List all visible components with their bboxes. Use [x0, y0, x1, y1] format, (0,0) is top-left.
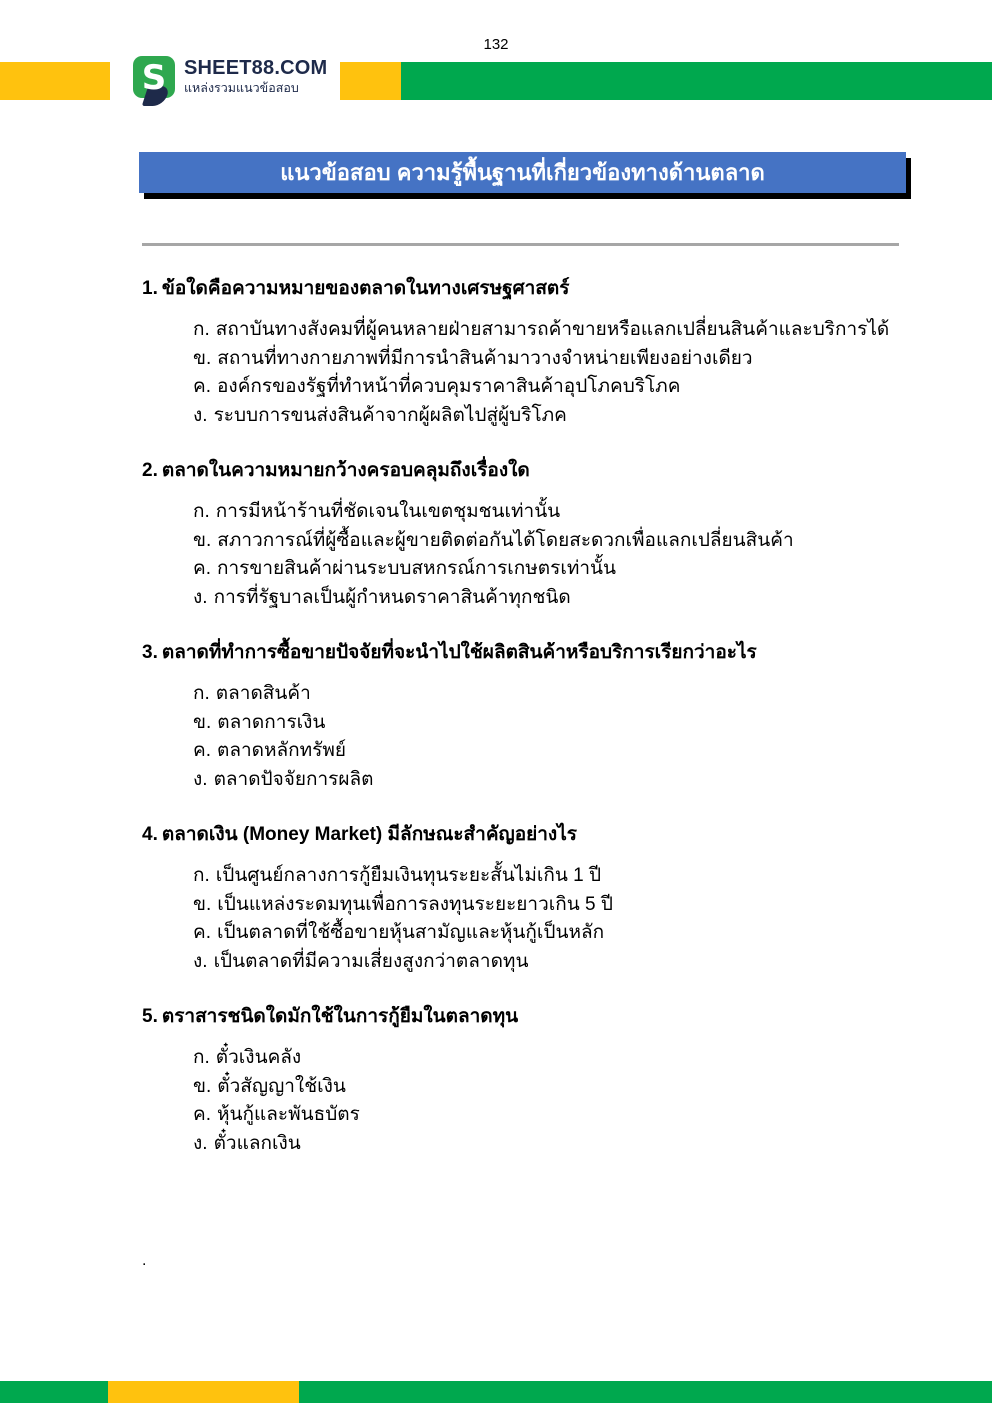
option-text: การมีหน้าร้านที่ชัดเจนในเขตชุมชนเท่านั้น — [215, 501, 561, 522]
option-text: ตั๋วสัญญาใช้เงิน — [217, 1075, 346, 1097]
question-3 — [142, 638, 922, 794]
question-3-text: ตลาดที่ทำการซื้อขายปัจจัยที่จะนำไปใช้ผลิตสินค้าหรือบริการเรียกว่าอะไร — [161, 642, 757, 663]
question-2-option-a — [142, 498, 922, 527]
question-1-number: 1. — [142, 278, 158, 299]
question-4-option-c — [142, 919, 922, 948]
question-3-option-d — [142, 766, 922, 795]
option-label: ก. — [193, 865, 210, 886]
horizontal-divider — [142, 243, 899, 246]
question-1 — [142, 274, 922, 430]
question-5-text: ตราสารชนิดใดมักใช้ในการกู้ยืมในตลาดทุน — [161, 1006, 519, 1027]
header-green-bar — [401, 62, 992, 100]
page-number: 132 — [483, 36, 509, 53]
header-yellow-bar-left — [0, 62, 110, 100]
brand-name: SHEET88.COM — [184, 57, 328, 79]
option-label: ข. — [193, 893, 212, 915]
question-2 — [142, 456, 922, 612]
option-text: สภาวการณ์ที่ผู้ซื้อและผู้ขายติดต่อกันได้โดยสะดวกเพื่อแลกเปลี่ยนสินค้า — [217, 529, 794, 551]
question-5-heading — [142, 1002, 922, 1031]
footer-green-bar — [0, 1381, 992, 1403]
option-label: ข. — [193, 711, 212, 733]
option-label: ง. — [193, 404, 208, 426]
stray-period-mark: . — [142, 1252, 147, 1269]
question-2-heading — [142, 456, 922, 485]
option-label: ค. — [193, 558, 211, 579]
option-label: ข. — [193, 1075, 212, 1097]
option-text: ตลาดหลักทรัพย์ — [217, 740, 347, 761]
question-5-option-b — [142, 1073, 922, 1102]
option-label: ก. — [193, 319, 210, 340]
footer-yellow-bar — [108, 1381, 299, 1403]
option-text: เป็นแหล่งระดมทุนเพื่อการลงทุนระยะยาวเกิน 5 ปี — [217, 893, 613, 915]
question-3-option-a — [142, 680, 922, 709]
question-2-option-b — [142, 527, 922, 556]
question-4 — [142, 820, 922, 976]
question-1-option-a — [142, 316, 922, 345]
option-text: สถาบันทางสังคมที่ผู้คนหลายฝ่ายสามารถค้าขายหรือแลกเปลี่ยนสินค้าและบริการได้ — [215, 319, 890, 340]
option-label: ง. — [193, 586, 208, 608]
option-text: ตั๋วเงินคลัง — [215, 1047, 302, 1068]
question-4-option-a — [142, 862, 922, 891]
option-label: ข. — [193, 347, 212, 369]
question-2-text: ตลาดในความหมายกว้างครอบคลุมถึงเรื่องใด — [161, 460, 530, 481]
option-text: เป็นศูนย์กลางการกู้ยืมเงินทุนระยะสั้นไม่เกิน 1 ปี — [215, 865, 602, 886]
question-1-option-b — [142, 345, 922, 374]
option-text: ตลาดการเงิน — [217, 711, 326, 733]
question-1-text: ข้อใดคือความหมายของตลาดในทางเศรษฐศาสตร์ — [161, 278, 570, 299]
option-label: ค. — [193, 1104, 211, 1125]
header-yellow-bar-mid — [340, 62, 401, 100]
question-3-number: 3. — [142, 642, 158, 663]
logo-s-letter: S — [141, 58, 167, 98]
question-1-option-c — [142, 373, 922, 402]
option-text: ตลาดปัจจัยการผลิต — [213, 768, 374, 790]
question-3-heading — [142, 638, 922, 667]
option-text: เป็นตลาดที่ใช้ซื้อขายหุ้นสามัญและหุ้นกู้เป็นหลัก — [217, 922, 605, 943]
option-label: ค. — [193, 922, 211, 943]
option-label: ง. — [193, 1132, 208, 1154]
option-label: ง. — [193, 768, 208, 790]
option-text: การขายสินค้าผ่านระบบสหกรณ์การเกษตรเท่านั้น — [217, 558, 617, 579]
question-4-heading — [142, 820, 922, 849]
question-1-option-d — [142, 402, 922, 431]
option-text: ตลาดสินค้า — [215, 683, 311, 704]
exam-title-banner — [139, 152, 906, 193]
question-5 — [142, 1002, 922, 1158]
question-4-option-d — [142, 948, 922, 977]
option-label: ง. — [193, 950, 208, 972]
option-label: ก. — [193, 1047, 210, 1068]
option-label: ก. — [193, 501, 210, 522]
option-text: ตั๋วแลกเงิน — [213, 1132, 301, 1154]
sheet88-logo — [131, 56, 331, 108]
option-text: เป็นตลาดที่มีความเสี่ยงสูงกว่าตลาดทุน — [213, 950, 529, 972]
option-label: ค. — [193, 376, 211, 397]
question-5-option-c — [142, 1101, 922, 1130]
question-2-option-d — [142, 584, 922, 613]
question-4-number: 4. — [142, 824, 158, 845]
option-label: ก. — [193, 683, 210, 704]
question-1-heading — [142, 274, 922, 303]
question-2-option-c — [142, 555, 922, 584]
question-3-option-c — [142, 737, 922, 766]
sheet88-logo-icon — [131, 56, 177, 106]
option-text: องค์กรของรัฐที่ทำหน้าที่ควบคุมราคาสินค้าอุปโภคบริโภค — [217, 376, 681, 397]
question-5-option-d — [142, 1130, 922, 1159]
question-list — [142, 274, 922, 1184]
option-text: การที่รัฐบาลเป็นผู้กำหนดราคาสินค้าทุกชนิด — [213, 586, 571, 608]
option-text: สถานที่ทางกายภาพที่มีการนำสินค้ามาวางจำหน่ายเพียงอย่างเดียว — [217, 347, 753, 369]
question-2-number: 2. — [142, 460, 158, 481]
question-5-number: 5. — [142, 1006, 158, 1027]
exam-title-text: แนวข้อสอบ ความรู้พื้นฐานที่เกี่ยวข้องทางด้านตลาด — [280, 160, 765, 185]
option-text: ระบบการขนส่งสินค้าจากผู้ผลิตไปสู่ผู้บริโภค — [213, 404, 567, 426]
question-3-option-b — [142, 709, 922, 738]
question-4-option-b — [142, 891, 922, 920]
option-text: หุ้นกู้และพันธบัตร — [217, 1104, 360, 1125]
brand-tagline: แหล่งรวมแนวข้อสอบ — [184, 81, 299, 95]
question-4-text: ตลาดเงิน (Money Market) มีลักษณะสำคัญอย่างไร — [161, 824, 577, 845]
option-label: ค. — [193, 740, 211, 761]
question-5-option-a — [142, 1044, 922, 1073]
option-label: ข. — [193, 529, 212, 551]
